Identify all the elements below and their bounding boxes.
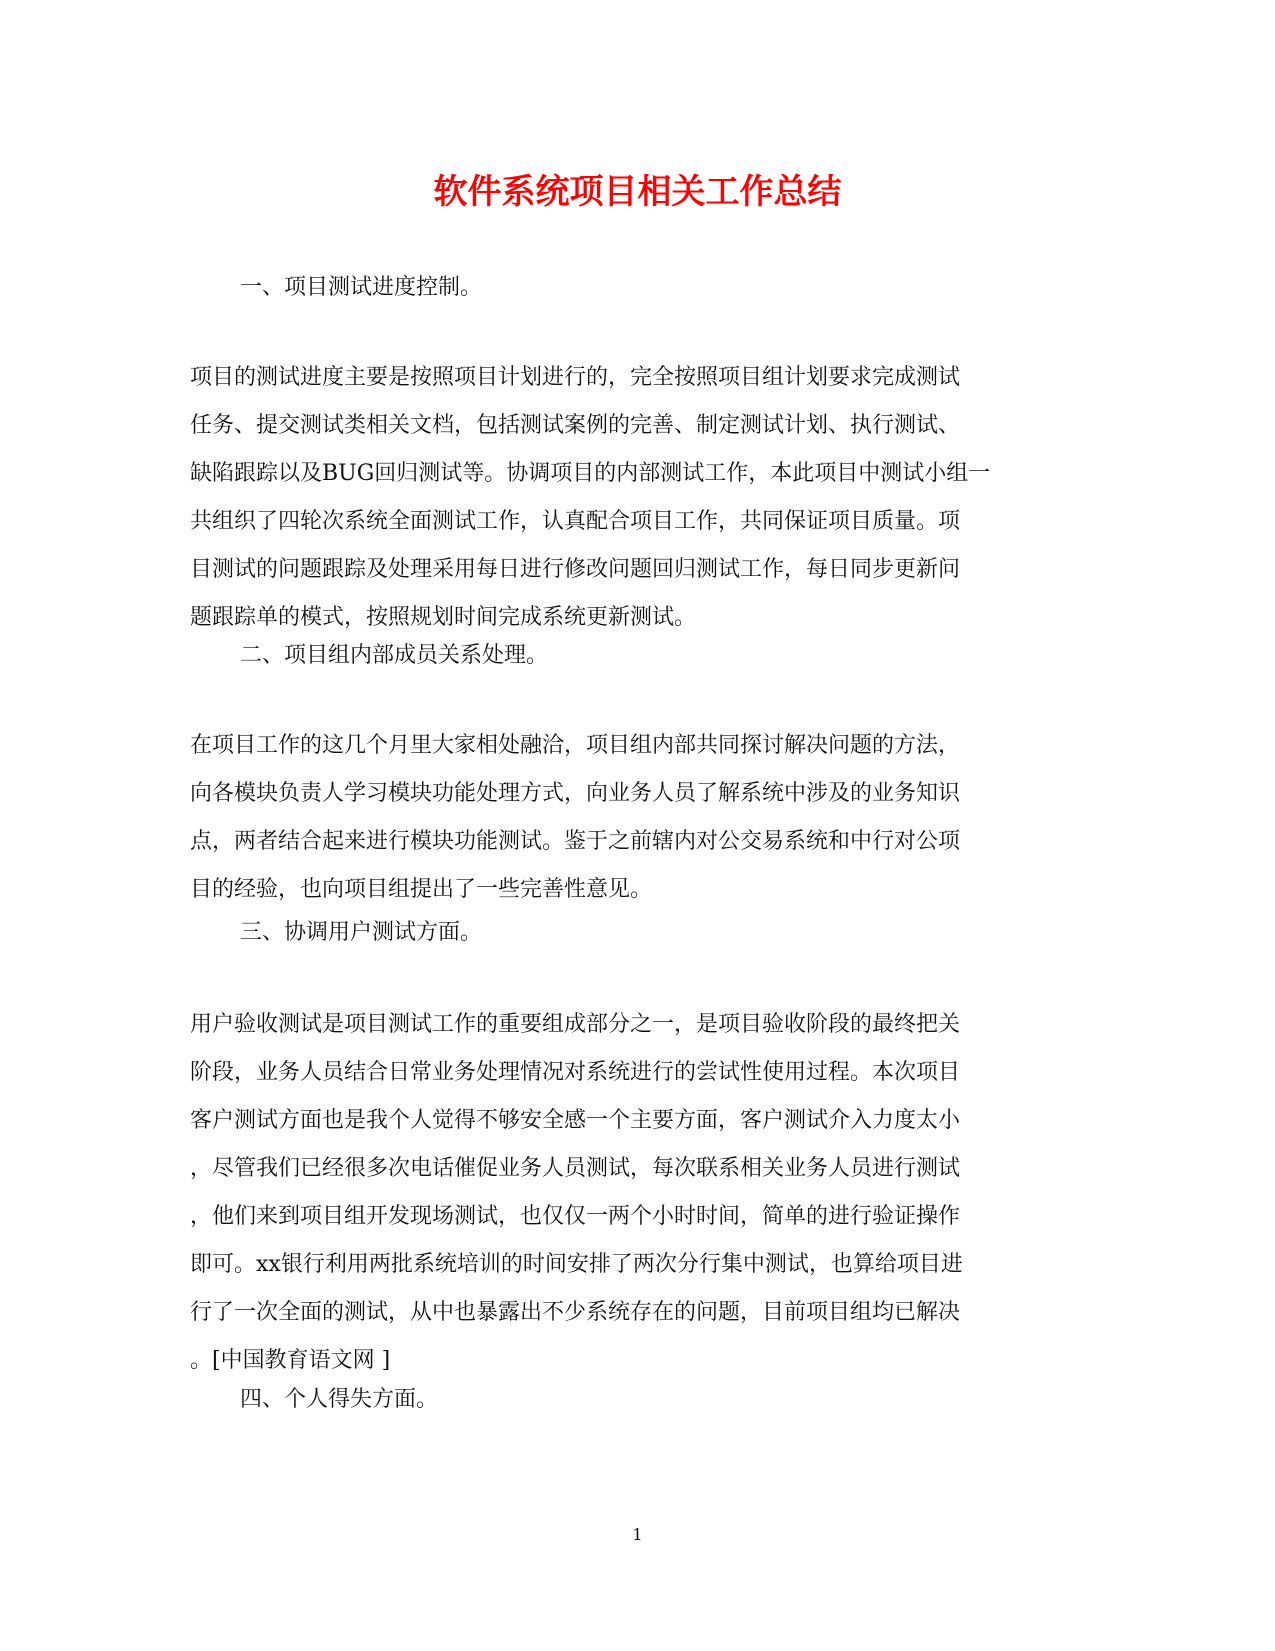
document-title: 软件系统项目相关工作总结	[433, 172, 842, 212]
paragraph-line: 目测试的问题跟踪及处理采用每日进行修改问题回归测试工作，每日同步更新问	[190, 557, 961, 582]
paragraph-line: 点，两者结合起来进行模块功能测试。鉴于之前辖内对公交易系统和中行对公项	[190, 829, 961, 854]
section-heading-2: 二、项目组内部成员关系处理。	[240, 643, 549, 668]
paragraph-line: 阶段，业务人员结合日常业务处理情况对系统进行的尝试性使用过程。本次项目	[190, 1060, 961, 1085]
paragraph-line: 项目的测试进度主要是按照项目计划进行的，完全按照项目组计划要求完成测试	[190, 365, 961, 390]
paragraph-line: 任务、提交测试类相关文档，包括测试案例的完善、制定测试计划、执行测试、	[190, 413, 961, 438]
section-paragraph-2	[190, 722, 1070, 914]
section-heading-4: 四、个人得失方面。	[240, 1387, 439, 1412]
paragraph-line: 用户验收测试是项目测试工作的重要组成部分之一，是项目验收阶段的最终把关	[190, 1012, 961, 1037]
paragraph-line: 在项目工作的这几个月里大家相处融洽，项目组内部共同探讨解决问题的方法，	[190, 733, 961, 758]
paragraph-line: 缺陷跟踪以及BUG回归测试等。协调项目的内部测试工作，本此项目中测试小组一	[190, 461, 991, 486]
paragraph-line: ，他们来到项目组开发现场测试，也仅仅一两个小时时间，简单的进行验证操作	[190, 1204, 961, 1229]
section-heading-3: 三、协调用户测试方面。	[240, 920, 483, 945]
page-number: 1	[632, 1525, 643, 1544]
paragraph-line: 目的经验，也向项目组提出了一些完善性意见。	[190, 877, 653, 902]
paragraph-line: ，尽管我们已经很多次电话催促业务人员测试，每次联系相关业务人员进行测试	[190, 1156, 961, 1181]
paragraph-line: 共组织了四轮次系统全面测试工作，认真配合项目工作，共同保证项目质量。项	[190, 509, 961, 534]
paragraph-line: 向各模块负责人学习模块功能处理方式，向业务人员了解系统中涉及的业务知识	[190, 781, 961, 806]
section-paragraph-3	[190, 1001, 1070, 1385]
section-heading-1: 一、项目测试进度控制。	[240, 275, 483, 300]
paragraph-line: 。[中国教育语文网 ]	[190, 1348, 391, 1373]
section-paragraph-1	[190, 354, 1070, 642]
paragraph-line: 客户测试方面也是我个人觉得不够安全感一个主要方面，客户测试介入力度太小	[190, 1108, 961, 1133]
paragraph-line: 题跟踪单的模式，按照规划时间完成系统更新测试。	[190, 605, 697, 630]
paragraph-line: 即可。xx银行利用两批系统培训的时间安排了两次分行集中测试，也算给项目进	[190, 1252, 963, 1277]
paragraph-line: 行了一次全面的测试，从中也暴露出不少系统存在的问题，目前项目组均已解决	[190, 1300, 961, 1325]
